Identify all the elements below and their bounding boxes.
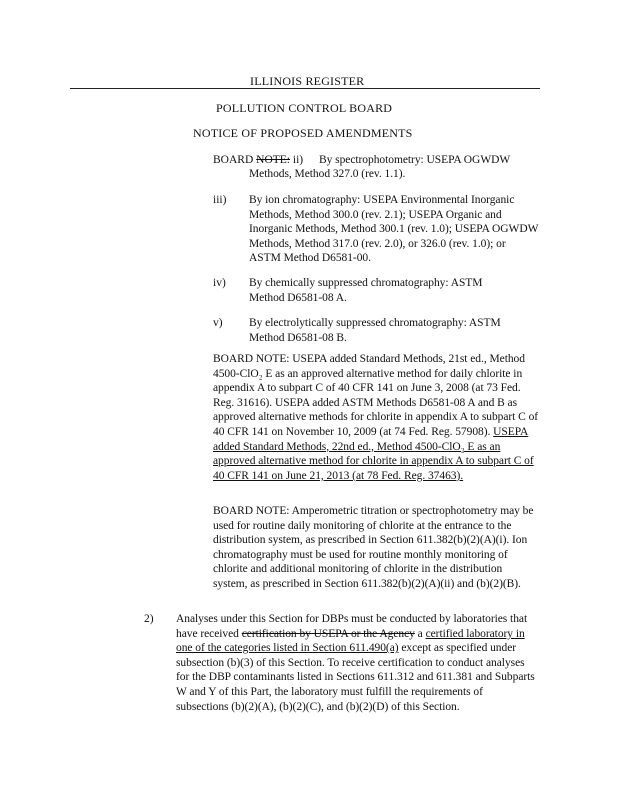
board-note-1 — [213, 352, 539, 483]
board-title: POLLUTION CONTROL BOARD — [216, 101, 393, 115]
item-ii-text-first: By spectrophotometry: USEPA OGWDW — [319, 154, 511, 166]
register-title: ILLINOIS REGISTER — [250, 74, 365, 88]
item-v-label: v) — [213, 317, 223, 329]
item-ii-text: Methods, Method 327.0 (rev. 1.1). — [249, 168, 406, 180]
item-number: ii) — [292, 154, 304, 166]
board-label: BOARD — [213, 154, 254, 166]
struck-note-label: NOTE: — [256, 154, 290, 166]
para-2-middle: a — [417, 627, 423, 640]
notice-title: NOTICE OF PROPOSED AMENDMENTS — [193, 126, 413, 140]
board-note-2: BOARD NOTE: Amperometric titration or spectrophotometry may be used for routine daily monitoring of chlorite at the entrance to the distribution system, as prescribed in Section 611.382(b)(2)(A)(i). Ion chromatography must be used for routine monthly monitoring of chlorite and additional monitoring of chlorite in the distribution system, as prescribed in Section 611.382(b)(2)(A)(ii) and (b)(2)(B). — [213, 505, 534, 590]
item-iii-label: iii) — [213, 194, 227, 206]
board-note-1-added: USEPA added Standard Methods, 22nd ed., Method 4500-ClO₂ E as an approved alternative method for chlorite in appendix A to subpart C of 40 CFR 141 on June 21, 2013 (at 78 Fed. Reg. 37463). — [213, 425, 534, 482]
item-iv-label: iv) — [213, 277, 226, 289]
para-2-struck: certification by USEPA or the Agency — [241, 627, 415, 640]
header-rule — [70, 88, 540, 89]
item-iv-text: By chemically suppressed chromatography: ASTM Method D6581-08 A. — [249, 277, 483, 304]
item-v-text: By electrolytically suppressed chromatography: ASTM Method D6581-08 B. — [249, 317, 501, 344]
para-2-before: Analyses under this Section for DBPs must be conducted by laboratories that have received — [176, 613, 528, 640]
board-note-1-text: BOARD NOTE: USEPA added Standard Methods, 21st ed., Method 4500-ClO₂ E as an approved alternative method for daily chlorite in appendix A to subpart C of 40 CFR 141 on June 3, 2008 (at 73 Fed. Reg. 31616). USEPA added ASTM Methods D6581-08 A and B as approved alternative methods for chlorite in appendix A to subpart C of 40 CFR 141 on November 10, 2009 (at 74 Fed. Reg. 57908). — [213, 353, 539, 438]
para-2-added: certified laboratory in one of the categories listed in Section 611.490(a) — [176, 627, 525, 655]
item-ii-label — [213, 153, 303, 168]
para-2-after: except as specified under subsection (b)(3) of this Section. To receive certification to conduct analyses for the DBP contaminants listed in Sections 611.312 and 611.381 and Subparts W and Y of this Part, the laboratory must fulfill the requirements of subsections (b)(2)(A), (b)(2)(C), and (b)(2)(D) of this Section. — [176, 642, 535, 713]
para-2-label: 2) — [144, 613, 154, 625]
item-iii-text: By ion chromatography: USEPA Environmental Inorganic Methods, Method 300.0 (rev. 2.1); USEPA Organic and Inorganic Methods, Method 300.1 (rev. 1.0); USEPA OGWDW Methods, Method 317.0 (rev. 2.0), or 326.0 (rev. 1.0); or ASTM Method D6581-00. — [249, 194, 539, 265]
para-2-text — [176, 612, 538, 714]
